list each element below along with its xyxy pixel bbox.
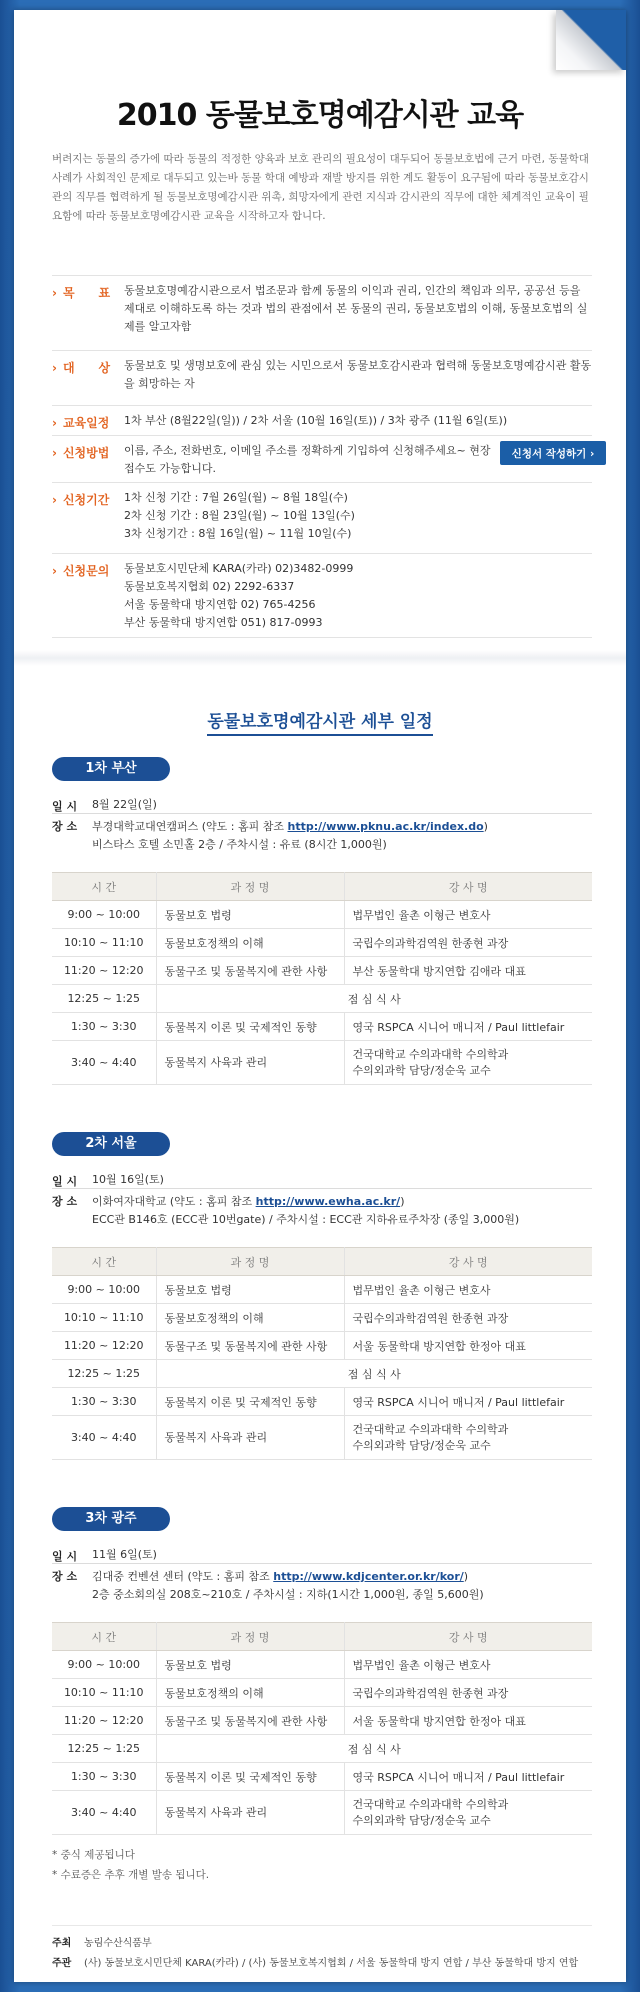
contact-label: › 신청문의 bbox=[52, 564, 110, 578]
session-place: 김대중 컨벤션 센터 (약도 : 홈피 참조 http://www.kdjcenter.or.kr/kor/) 2층 중소회의실 208호~210호 / 주차시설 : 지하(1시간 1,000원, 종일 5,600원) bbox=[92, 1570, 484, 1601]
table-row: 10:10 ~ 11:10 동물보호정책의 이해 국립수의과학검역원 한종현 과장 bbox=[52, 1679, 592, 1707]
col-header: 강 사 명 bbox=[344, 1623, 592, 1651]
divider bbox=[52, 350, 592, 351]
notes bbox=[52, 1845, 209, 1885]
chevron-right-icon: › bbox=[52, 493, 57, 507]
date-label: 일 시 bbox=[52, 1550, 78, 1563]
chevron-right-icon: › bbox=[52, 416, 57, 430]
place-label: 장 소 bbox=[52, 820, 78, 833]
paper-tear bbox=[14, 650, 626, 666]
goal-label: › 목 표 bbox=[52, 286, 111, 300]
period-line: 3차 신청기간 : 8월 16일(월) ~ 11월 10일(수) bbox=[124, 527, 352, 540]
chevron-right-icon: › bbox=[52, 286, 57, 300]
session-date: 8월 22일(일) bbox=[92, 798, 157, 811]
goal-text: 동물보호명예감시관으로서 법조문과 함께 동물의 이익과 권리, 인간의 책임과 의무, 공공선 등을 제대로 이해하도록 하는 것과 법의 관점에서 본 동물의 권리, 동물보호법의 이해, 동물보호법의 실제를 알고자함 bbox=[124, 284, 588, 333]
divider bbox=[52, 1925, 592, 1926]
note-line: * 중식 제공됩니다 bbox=[52, 1849, 135, 1861]
venue-link[interactable]: http://www.kdjcenter.or.kr/kor/ bbox=[273, 1570, 464, 1583]
session-pill: 1차 부산 bbox=[52, 757, 170, 781]
session-place: 이화여자대학교 (약도 : 홈피 참조 http://www.ewha.ac.kr/) ECC관 B146호 (ECC관 10번gate) / 주차시설 : ECC관 지하유료주차장 (종일 3,000원) bbox=[92, 1195, 520, 1226]
session-pill: 3차 광주 bbox=[52, 1507, 170, 1531]
table-row: 11:20 ~ 12:20 동물구조 및 동물복지에 관한 사항 서울 동물학대 방지연합 한정아 대표 bbox=[52, 1707, 592, 1735]
table-row: 1:30 ~ 3:30 동물복지 이론 및 국제적인 동향 영국 RSPCA 시니어 매니저 / Paul littlefair bbox=[52, 1388, 592, 1416]
apply-label: › 신청방법 bbox=[52, 446, 110, 460]
col-header: 시 간 bbox=[52, 1623, 156, 1651]
place-label: 장 소 bbox=[52, 1570, 78, 1583]
schedule-label: › 교육일정 bbox=[52, 416, 110, 430]
col-header: 시 간 bbox=[52, 1248, 156, 1276]
target-text: 동물보호 및 생명보호에 관심 있는 시민으로서 동물보호감시관과 협력해 동물보호명예감시관 활동을 희망하는 자 bbox=[124, 359, 592, 390]
table-row: 12:25 ~ 1:25 점 심 식 사 bbox=[52, 1735, 592, 1763]
paper-sheet bbox=[14, 10, 626, 1982]
divider bbox=[52, 813, 592, 814]
schedule-table bbox=[52, 872, 592, 1085]
chevron-right-icon: › bbox=[52, 446, 57, 460]
contact-line: 동물보호복지협회 02) 2292-6337 bbox=[124, 580, 295, 593]
session-date: 10월 16일(토) bbox=[92, 1173, 164, 1186]
contact-line: 동물보호시민단체 KARA(카라) 02)3482-0999 bbox=[124, 562, 354, 575]
table-row: 9:00 ~ 10:00 동물보호 법령 법무법인 율촌 이형근 변호사 bbox=[52, 1651, 592, 1679]
period-line: 2차 신청 기간 : 8월 23일(월) ~ 10월 13일(수) bbox=[124, 509, 355, 522]
apply-form-button[interactable]: 신청서 작성하기 › bbox=[500, 441, 606, 465]
table-row: 11:20 ~ 12:20 동물구조 및 동물복지에 관한 사항 부산 동물학대 방지연합 김애라 대표 bbox=[52, 957, 592, 985]
chevron-right-icon: › bbox=[52, 361, 57, 375]
date-label: 일 시 bbox=[52, 800, 78, 813]
footer-host: 주최 농림수산식품부 bbox=[52, 1938, 152, 1949]
divider bbox=[52, 637, 592, 638]
venue-link[interactable]: http://www.ewha.ac.kr/ bbox=[255, 1195, 401, 1208]
table-row: 10:10 ~ 11:10 동물보호정책의 이해 국립수의과학검역원 한종현 과장 bbox=[52, 929, 592, 957]
place-label: 장 소 bbox=[52, 1195, 78, 1208]
session-date: 11월 6일(토) bbox=[92, 1548, 157, 1561]
table-row: 3:40 ~ 4:40 동물복지 사육과 관리 건국대학교 수의과대학 수의학과 수의외과학 담당/정순욱 교수 bbox=[52, 1041, 592, 1085]
session-pill: 2차 서울 bbox=[52, 1132, 170, 1156]
col-header: 과 정 명 bbox=[156, 1248, 344, 1276]
period-line: 1차 신청 기간 : 7월 26일(월) ~ 8월 18일(수) bbox=[124, 491, 348, 504]
footer bbox=[52, 1934, 578, 1974]
contact-list bbox=[124, 560, 594, 632]
table-row: 12:25 ~ 1:25 점 심 식 사 bbox=[52, 985, 592, 1013]
intro-text: 버려지는 동물의 증가에 따라 동물의 적정한 양육과 보호 관리의 필요성이 대두되어 동물보호법에 근거 마련, 동물학대 사례가 사회적인 문제로 대두되고 있는바 동물 학대 예방과 재발 방지를 위한 계도 활동이 요구됨에 따라 동물보호감시관의 직무를 협력하게 될 동물보호명예감시관 위촉, 희망자에게 관련 지식과 감시관의 직무에 대한 체계적인 교육이 필요함에 따라 동물보호명예감시관 교육을 시작하고자 합니다. bbox=[52, 153, 589, 222]
table-row: 10:10 ~ 11:10 동물보호정책의 이해 국립수의과학검역원 한종현 과장 bbox=[52, 1304, 592, 1332]
schedule-table bbox=[52, 1622, 592, 1835]
venue-link[interactable]: http://www.pknu.ac.kr/index.do bbox=[287, 820, 484, 833]
col-header: 시 간 bbox=[52, 873, 156, 901]
note-line: * 수료증은 추후 개별 발송 됩니다. bbox=[52, 1869, 210, 1881]
table-row: 3:40 ~ 4:40 동물복지 사육과 관리 건국대학교 수의과대학 수의학과 수의외과학 담당/정순욱 교수 bbox=[52, 1791, 592, 1835]
divider bbox=[52, 405, 592, 406]
period-label: › 신청기간 bbox=[52, 493, 110, 507]
col-header: 과 정 명 bbox=[156, 1623, 344, 1651]
session-place: 부경대학교대연캠퍼스 (약도 : 홈피 참조 http://www.pknu.ac.kr/index.do) 비스타스 호텔 소민홀 2층 / 주차시설 : 유료 (8시간 1,000원) bbox=[92, 820, 488, 851]
footer-organizer: 주관 (사) 동물보호시민단체 KARA(카라) / (사) 동물보호복지협회 / 서울 동물학대 방지 연합 / 부산 동물학대 방지 연합 bbox=[52, 1958, 579, 1969]
date-label: 일 시 bbox=[52, 1175, 78, 1188]
col-header: 과 정 명 bbox=[156, 873, 344, 901]
apply-text: 이름, 주소, 전화번호, 이메일 주소를 정확하게 기입하여 신청해주세요~ 현장접수도 가능합니다. bbox=[124, 444, 491, 475]
divider bbox=[52, 1188, 592, 1189]
contact-line: 서울 동물학대 방지연합 02) 765-4256 bbox=[124, 598, 316, 611]
table-row: 9:00 ~ 10:00 동물보호 법령 법무법인 율촌 이형근 변호사 bbox=[52, 901, 592, 929]
divider bbox=[52, 275, 592, 276]
col-header: 강 사 명 bbox=[344, 873, 592, 901]
table-row: 1:30 ~ 3:30 동물복지 이론 및 국제적인 동향 영국 RSPCA 시니어 매니저 / Paul littlefair bbox=[52, 1013, 592, 1041]
period-list bbox=[124, 489, 594, 543]
page-title: 2010 동물보호명예감시관 교육 bbox=[116, 98, 524, 133]
table-row: 9:00 ~ 10:00 동물보호 법령 법무법인 율촌 이형근 변호사 bbox=[52, 1276, 592, 1304]
divider bbox=[52, 482, 592, 483]
schedule-table bbox=[52, 1247, 592, 1460]
table-row: 12:25 ~ 1:25 점 심 식 사 bbox=[52, 1360, 592, 1388]
table-row: 11:20 ~ 12:20 동물구조 및 동물복지에 관한 사항 서울 동물학대 방지연합 한정아 대표 bbox=[52, 1332, 592, 1360]
table-row: 1:30 ~ 3:30 동물복지 이론 및 국제적인 동향 영국 RSPCA 시니어 매니저 / Paul littlefair bbox=[52, 1763, 592, 1791]
contact-line: 부산 동물학대 방지연합 051) 817-0993 bbox=[124, 616, 323, 629]
table-row: 3:40 ~ 4:40 동물복지 사육과 관리 건국대학교 수의과대학 수의학과 수의외과학 담당/정순욱 교수 bbox=[52, 1416, 592, 1460]
col-header: 강 사 명 bbox=[344, 1248, 592, 1276]
divider bbox=[52, 553, 592, 554]
chevron-right-icon: › bbox=[52, 564, 57, 578]
target-label: › 대 상 bbox=[52, 361, 111, 375]
page-curl bbox=[556, 10, 626, 70]
divider bbox=[52, 435, 592, 436]
divider bbox=[52, 1563, 592, 1564]
schedule-text: 1차 부산 (8월22일(일)) / 2차 서울 (10월 16일(토)) / 3차 광주 (11월 6일(토)) bbox=[124, 414, 508, 427]
section-title: 동물보호명예감시관 세부 일정 bbox=[14, 707, 626, 732]
